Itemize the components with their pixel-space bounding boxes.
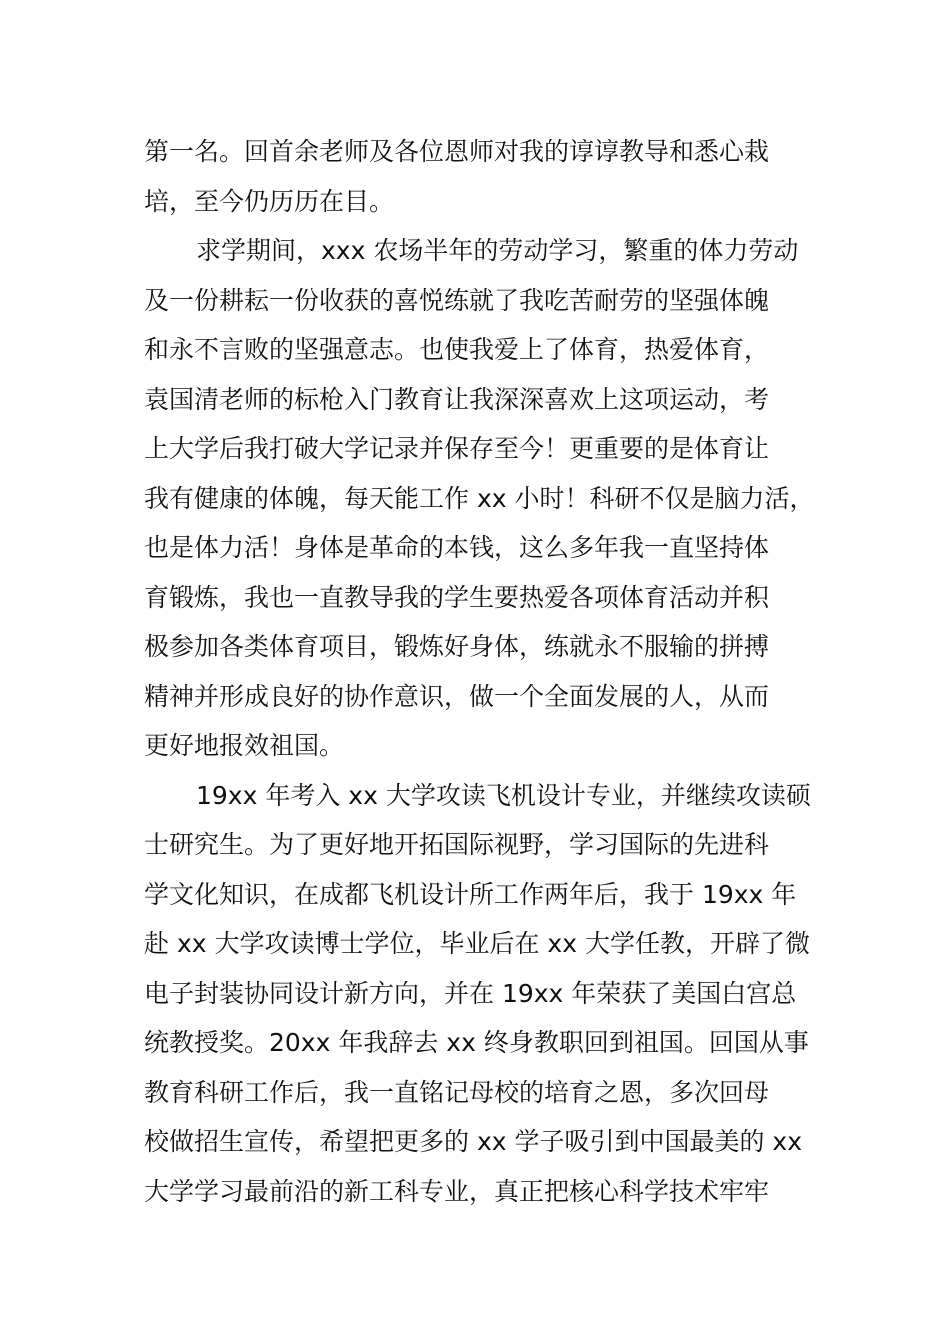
text-line: 及一份耕耘一份收获的喜悦练就了我吃苦耐劳的坚强体魄 [144,285,770,315]
paragraph-1 [144,127,824,226]
text-line: 极参加各类体育项目，锻炼好身体，练就永不服输的拼搏 [144,632,770,661]
text-line: 学文化知识，在成都飞机设计所工作两年后，我于 19xx 年 [144,879,797,909]
text-line: 统教授奖。20xx 年我辞去 xx 终身教职回到祖国。回国从事 [144,1028,809,1057]
text-line: 培，至今仍历历在目。 [144,186,395,216]
text-line: 士研究生。为了更好地开拓国际视野，学习国际的先进科 [144,830,770,859]
text-line: 育锻炼，我也一直教导我的学生要热爱各项体育活动并积 [144,582,770,612]
paragraph-3 [144,771,824,1217]
text-line: 校做招生宣传，希望把更多的 xx 学子吸引到中国最美的 xx [144,1127,803,1156]
paragraph-2 [144,226,824,771]
text-line: 大学学习最前沿的新工科专业，真正把核心科学技术牢牢 [144,1176,770,1206]
text-line: 上大学后我打破大学记录并保存至今！更重要的是体育让 [144,434,770,463]
text-line: 赴 xx 大学攻读博士学位，毕业后在 xx 大学任教，开辟了微 [144,929,810,958]
text-line: 我有健康的体魄，每天能工作 xx 小时！科研不仅是脑力活， [144,483,815,513]
text-line: 电子封装协同设计新方向，并在 19xx 年荣获了美国白宫总 [144,978,797,1008]
text-line: 和永不言败的坚强意志。也使我爱上了体育，热爱体育， [144,335,770,364]
document-body [144,127,824,1216]
text-line: 19xx 年考入 xx 大学攻读飞机设计专业，并继续攻读硕 [196,780,811,810]
text-line: 求学期间，xxx 农场半年的劳动学习，繁重的体力劳动 [196,236,799,265]
text-line: 也是体力活！身体是革命的本钱，这么多年我一直坚持体 [144,533,770,562]
text-line: 教育科研工作后，我一直铭记母校的培育之恩，多次回母 [144,1077,770,1107]
text-line: 精神并形成良好的协作意识，做一个全面发展的人，从而 [144,681,770,711]
text-line: 更好地报效祖国。 [144,731,345,760]
text-line: 袁国清老师的标枪入门教育让我深深喜欢上这项运动，考 [144,384,770,414]
text-line: 第一名。回首余老师及各位恩师对我的谆谆教导和悉心栽 [144,137,770,166]
